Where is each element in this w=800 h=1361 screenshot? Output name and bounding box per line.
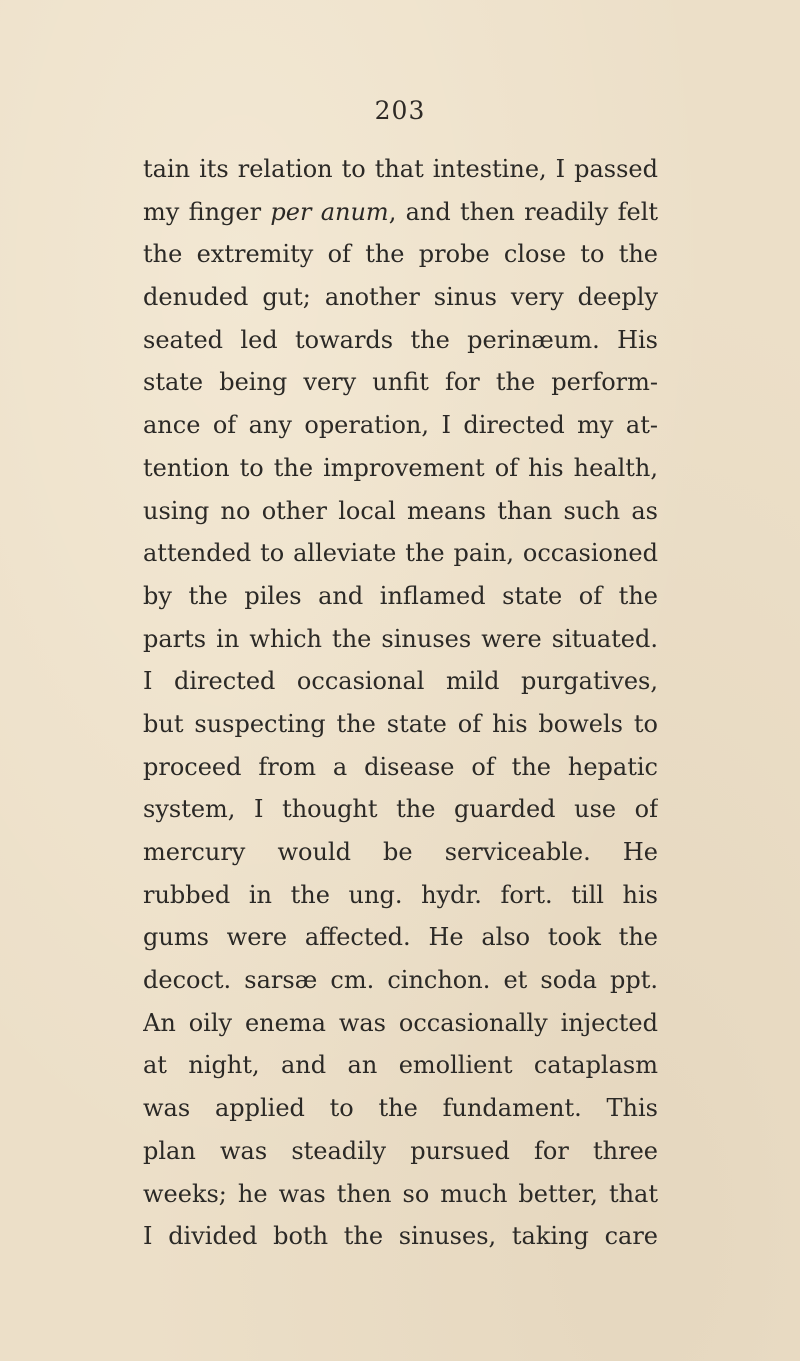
italic-phrase: per anum: [270, 197, 389, 226]
text-line: parts in which the sinuses were situated.: [143, 624, 658, 653]
text-line: tain its relation to that intestine, I passed: [143, 155, 658, 183]
text-line: proceed from a disease of the hepatic: [143, 752, 658, 781]
text-line: but suspecting the state of his bowels to: [143, 709, 658, 738]
text-line: system, I thought the guarded use of: [143, 795, 658, 824]
text-line: state being very unfit for the perform-: [143, 368, 658, 397]
text-line: ance of any operation, I directed my at-: [143, 411, 658, 440]
text-line-part: , and then readily felt: [388, 197, 658, 226]
text-line: gums were affected. He also took the: [143, 923, 658, 952]
text-line: weeks; he was then so much better, that: [143, 1179, 658, 1208]
text-line: rubbed in the ung. hydr. fort. till his: [143, 880, 658, 909]
text-line-part: my finger: [143, 197, 271, 226]
text-line: plan was steadily pursued for three: [143, 1136, 658, 1165]
text-line: denuded gut; another sinus very deeply: [143, 283, 658, 312]
text-line: the extremity of the probe close to the: [143, 240, 658, 269]
text-line: at night, and an emollient cataplasm: [143, 1051, 658, 1080]
text-line: [143, 191, 658, 234]
text-line: seated led towards the perinæum. His: [143, 325, 658, 354]
text-line: An oily enema was occasionally injected: [143, 1008, 658, 1037]
page-number: 203: [374, 96, 426, 125]
text-line: was applied to the fundament. This: [143, 1094, 658, 1123]
text-line: using no other local means than such as: [143, 496, 658, 525]
text-line: I divided both the sinuses, taking care: [143, 1222, 658, 1251]
text-line: attended to alleviate the pain, occasioned: [143, 539, 658, 568]
text-line: decoct. sarsæ cm. cinchon. et soda ppt.: [143, 966, 658, 995]
body-text: [143, 148, 658, 1258]
text-line: tention to the improvement of his health,: [143, 453, 658, 482]
text-line: I directed occasional mild purgatives,: [143, 667, 658, 696]
text-line: by the piles and inflamed state of the: [143, 581, 658, 610]
text-line: mercury would be serviceable. He: [143, 838, 658, 866]
